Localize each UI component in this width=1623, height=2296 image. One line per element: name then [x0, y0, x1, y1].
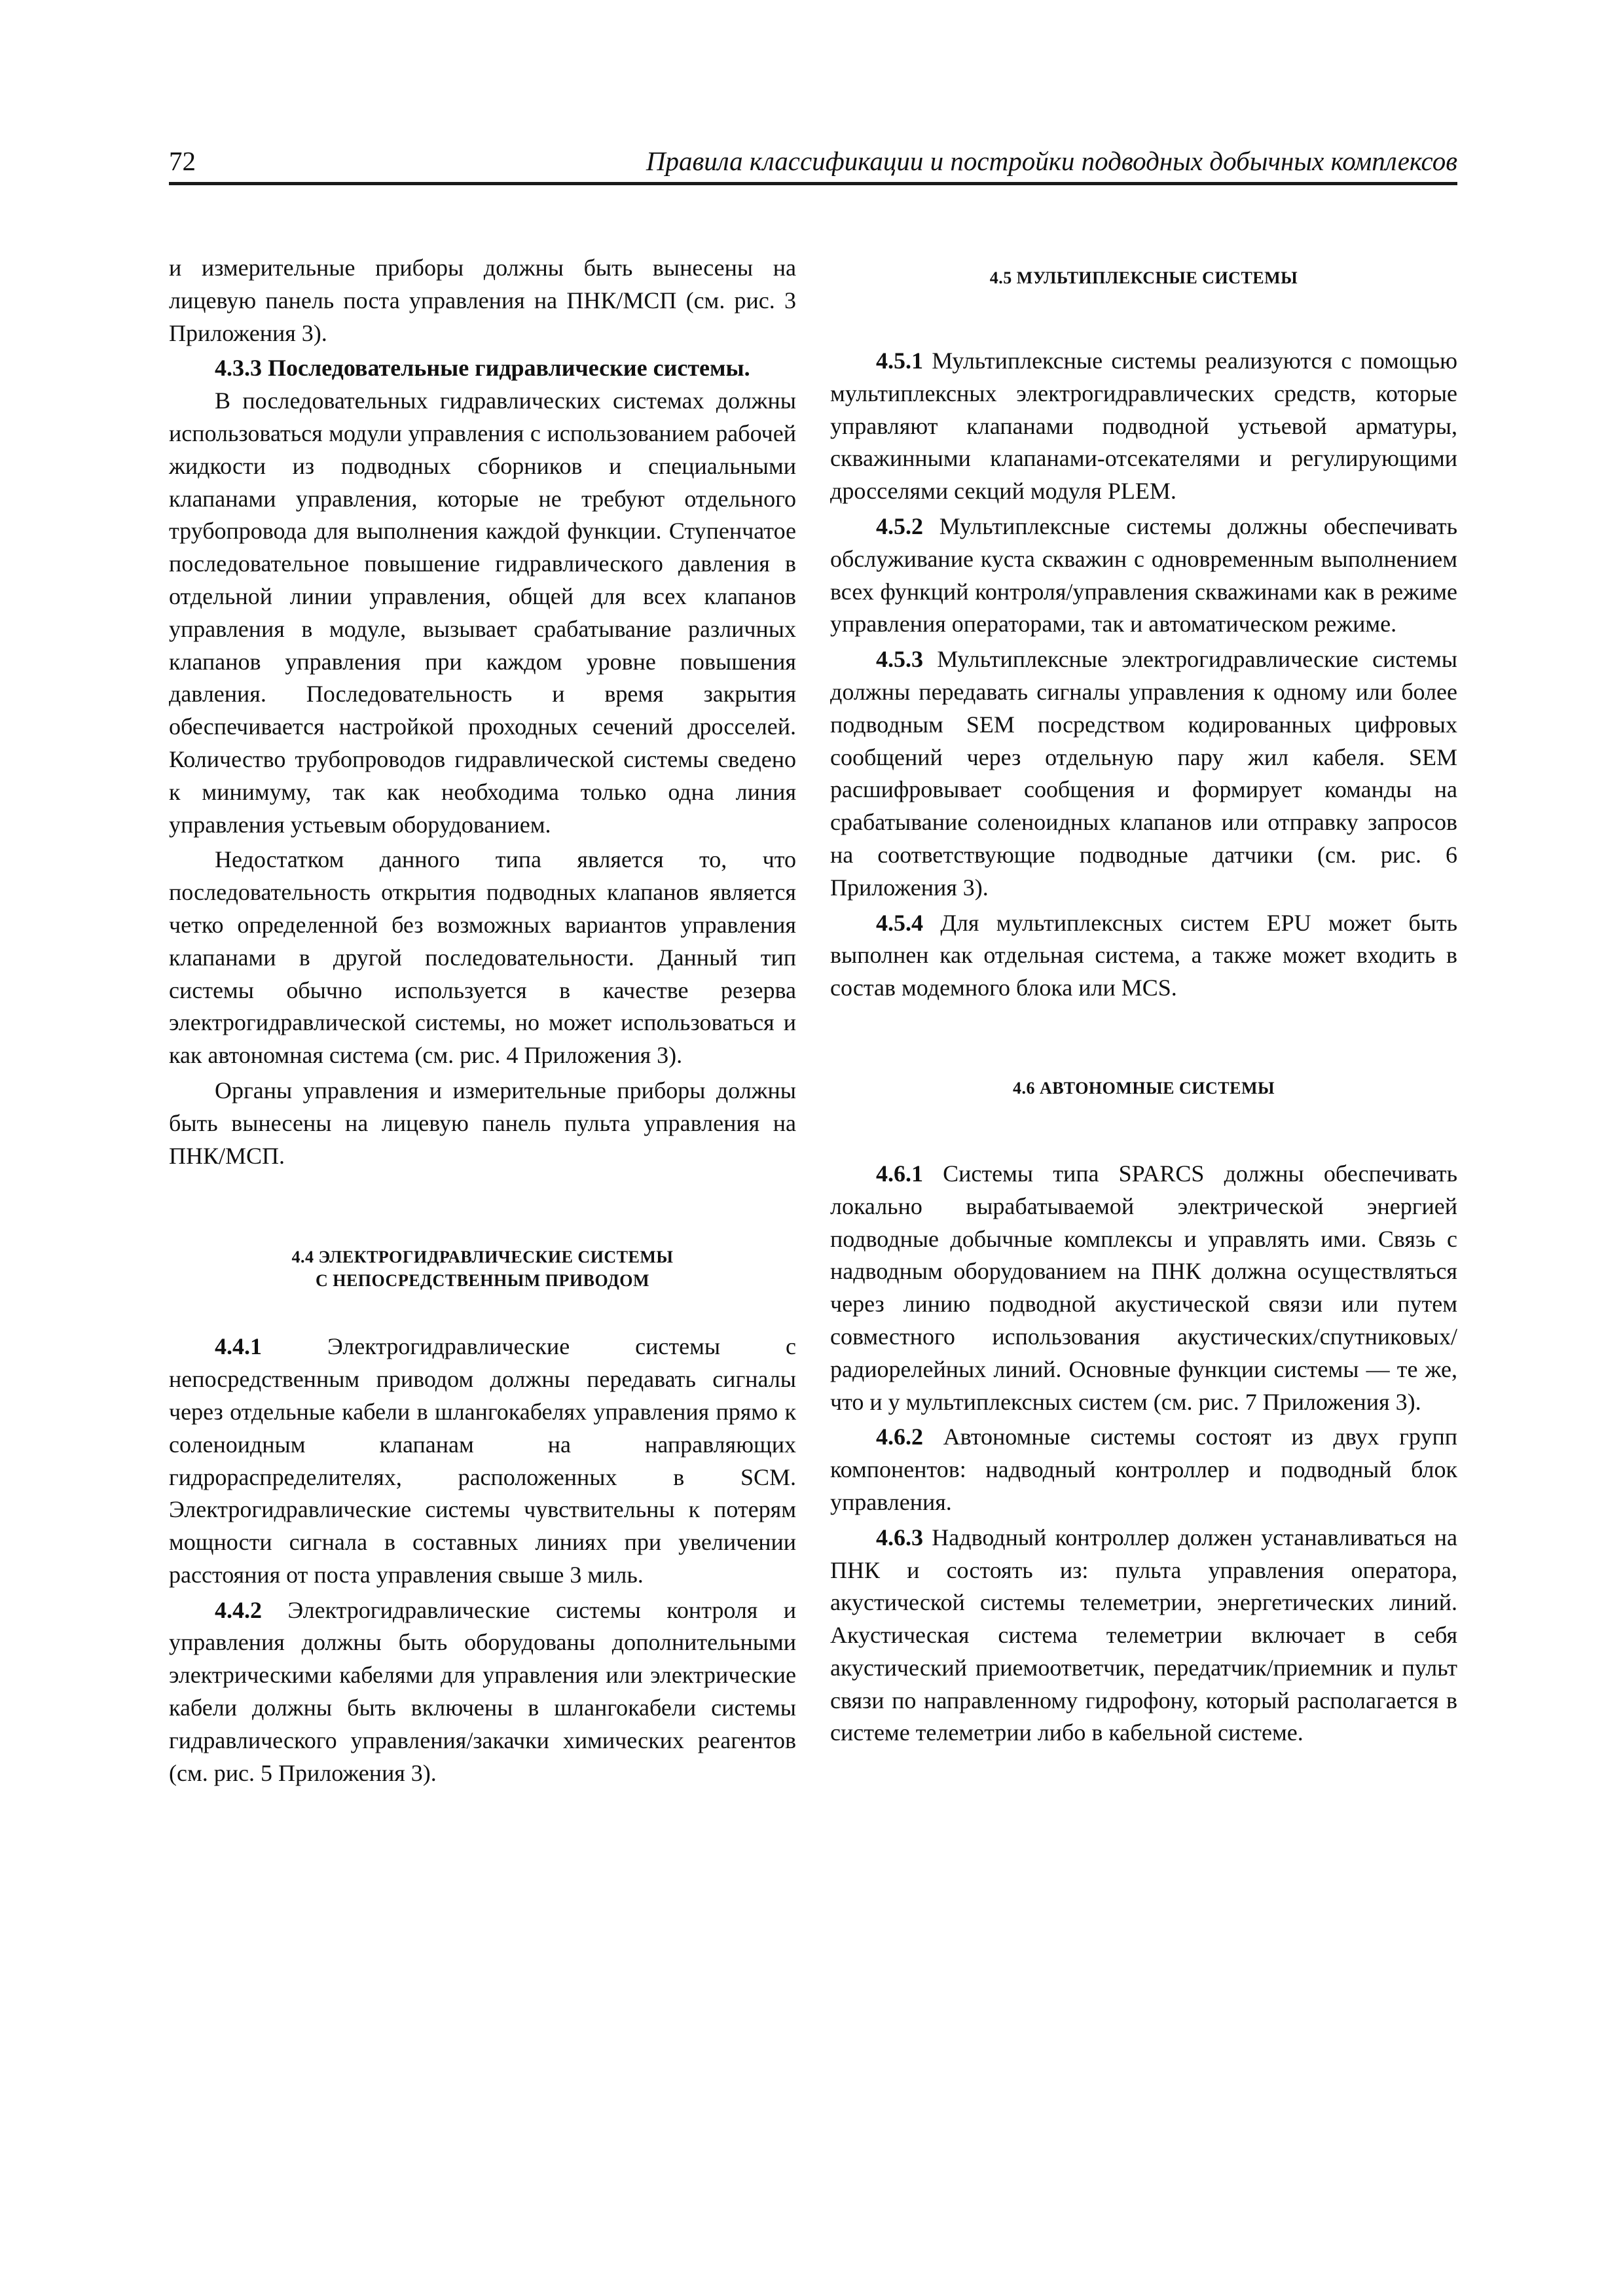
paragraph-sequential-3: Органы управления и измерительные приборы должны быть вынесены на лицевую панель пульта управления на ПНК/МСП.	[169, 1077, 796, 1169]
paragraph-continuation: и измерительные приборы должны быть вынесены на лицевую панель поста управления на ПНК/МСП (см. рис. 3 Приложения 3).	[169, 255, 796, 346]
paragraph-text: Для мультиплексных систем EPU может быть выполнен как отдельная система, а также может входить в состав модемного блока или MCS.	[830, 909, 1458, 1001]
section-4-4-heading	[169, 1246, 796, 1293]
paragraph-4-4-1	[169, 1331, 796, 1591]
paragraph-text: Надводный контроллер должен устанавливаться на ПНК и состоять из: пульта управления оператора, акустической системы телеметрии, энергетических линий. Акустическая система телеметрии включает в себя акустический приемоответчик, передатчик/приемник и пульт связи по направленному гидрофону, который располагается в системе телеметрии либо в кабельной системе.	[830, 1524, 1458, 1746]
paragraph-4-5-1	[830, 345, 1457, 508]
paragraph-text: Автономные системы состоят из двух групп компонентов: надводный контроллер и подводный блок управления.	[830, 1424, 1457, 1515]
page-header	[169, 143, 1457, 185]
section-number: 4.6.3	[876, 1524, 923, 1551]
heading-line-1: 4.4 ЭЛЕКТРОГИДРАВЛИЧЕСКИЕ СИСТЕМЫ	[291, 1247, 674, 1267]
paragraph-sequential-2: Недостатком данного типа является то, что последовательность открытия подводных клапанов является четко определенной без возможных вариантов управления клапанами в другой последовательности. Данный тип системы обычно используется в качестве резерва электрогидравлической системы, но может использоваться и как автономная система (см. рис. 4 Приложения 3).	[169, 846, 796, 1069]
paragraph-4-5-4	[830, 907, 1457, 1005]
section-number: 4.6.2	[876, 1424, 923, 1450]
paragraph-4-6-3	[830, 1522, 1457, 1750]
paragraph-text: Электрогидравлические системы контроля и управления должны быть оборудованы дополнительными электрическими кабелями для управления или электрические кабели должны быть включены в шлангокабели системы гидравлического управления/закачки химических реагентов (см. рис. 5 Приложения 3).	[169, 1596, 796, 1786]
section-number: 4.4.2	[215, 1596, 262, 1623]
page-number: 72	[169, 146, 196, 176]
paragraph-text: Мультиплексные системы должны обеспечивать обслуживание куста скважин с одновременным выполнением всех функций контроля/управления скважинами как в режиме управления операторами, так и автоматическом режиме.	[830, 512, 1457, 637]
running-title: Правила классификации и постройки подводных добычных комплексов	[646, 146, 1457, 176]
section-number: 4.5.3	[876, 646, 923, 673]
left-column	[169, 252, 796, 1789]
section-4-5-heading: 4.5 МУЛЬТИПЛЕКСНЫЕ СИСТЕМЫ	[989, 268, 1298, 287]
right-column	[830, 252, 1457, 1749]
section-number: 4.5.1	[876, 348, 923, 374]
paragraph-text: Мультиплексные электрогидравлические системы должны передавать сигналы управления к одному или более подводным SEM посредством кодированных цифровых сообщений через отдельную пару жил кабеля. SEM расшифровывает сообщения и формирует команды на срабатывание соленоидных клапанов или отправку запросов на соответствующие подводные датчики (см. рис. 6 Приложения 3).	[830, 646, 1457, 901]
paragraph-text: Мультиплексные системы реализуются с помощью мультиплексных электрогидравлических средств, которые управляют клапанами подводной устьевой арматуры, скважинными клапанами-отсекателями и регулирующими дросселями секций модуля PLEM.	[830, 348, 1458, 505]
heading-line-2: С НЕПОСРЕДСТВЕННЫМ ПРИВОДОМ	[315, 1271, 650, 1291]
paragraph-4-6-1	[830, 1158, 1457, 1418]
paragraph-4-5-3	[830, 643, 1457, 904]
section-number: 4.5.4	[876, 909, 923, 936]
paragraph-text: Системы типа SPARCS должны обеспечивать локально вырабатываемой электрической энергией подводные добычные комплексы и управлять ими. Связь с надводным оборудованием на ПНК должна осуществляться через линию подводной акустической связи или путем совместного использования акустических/спутниковых/радиорелейных линий. Основные функции системы — те же, что и у мультиплексных систем (см. рис. 7 Приложения 3).	[830, 1160, 1457, 1415]
paragraph-text: Электрогидравлические системы с непосредственным приводом должны передавать сигналы через отдельные кабели в шлангокабелях управления прямо к соленоидным клапанам на направляющих гидрораспределителях, расположенных в SCM. Электрогидравлические системы чувствительны к потерям мощности сигнала в составных линиях при увеличении расстояния от поста управления свыше 3 миль.	[169, 1333, 797, 1588]
section-number: 4.6.1	[876, 1160, 923, 1187]
section-number: 4.4.1	[215, 1333, 262, 1360]
paragraph-4-5-2	[830, 511, 1457, 641]
paragraph-sequential-1: В последовательных гидравлических системах должны использоваться модули управления с использованием рабочей жидкости из подводных сборников и специальными клапанами управления, которые не требуют отдельного трубопровода для выполнения каждой функции. Ступенчатое последовательное повышение гидравлического давления в отдельной линии управления, общей для всех клапанов управления в модуле, вызывает срабатывание различных клапанов управления при каждом уровне повышения давления. Последовательность и время закрытия обеспечивается настройкой проходных сечений дросселей. Количество трубопроводов гидравлической системы сведено к минимуму, так как необходима только одна линия управления устьевым оборудованием.	[169, 387, 796, 838]
section-title-text: Последовательные гидравлические системы.	[268, 355, 750, 382]
section-4-6-heading: 4.6 АВТОНОМНЫЕ СИСТЕМЫ	[1012, 1078, 1275, 1098]
section-number: 4.5.2	[876, 512, 923, 539]
section-4-3-3-title	[169, 352, 796, 385]
paragraph-4-4-2	[169, 1594, 796, 1790]
paragraph-4-6-2	[830, 1421, 1457, 1518]
section-number: 4.3.3	[215, 355, 262, 382]
